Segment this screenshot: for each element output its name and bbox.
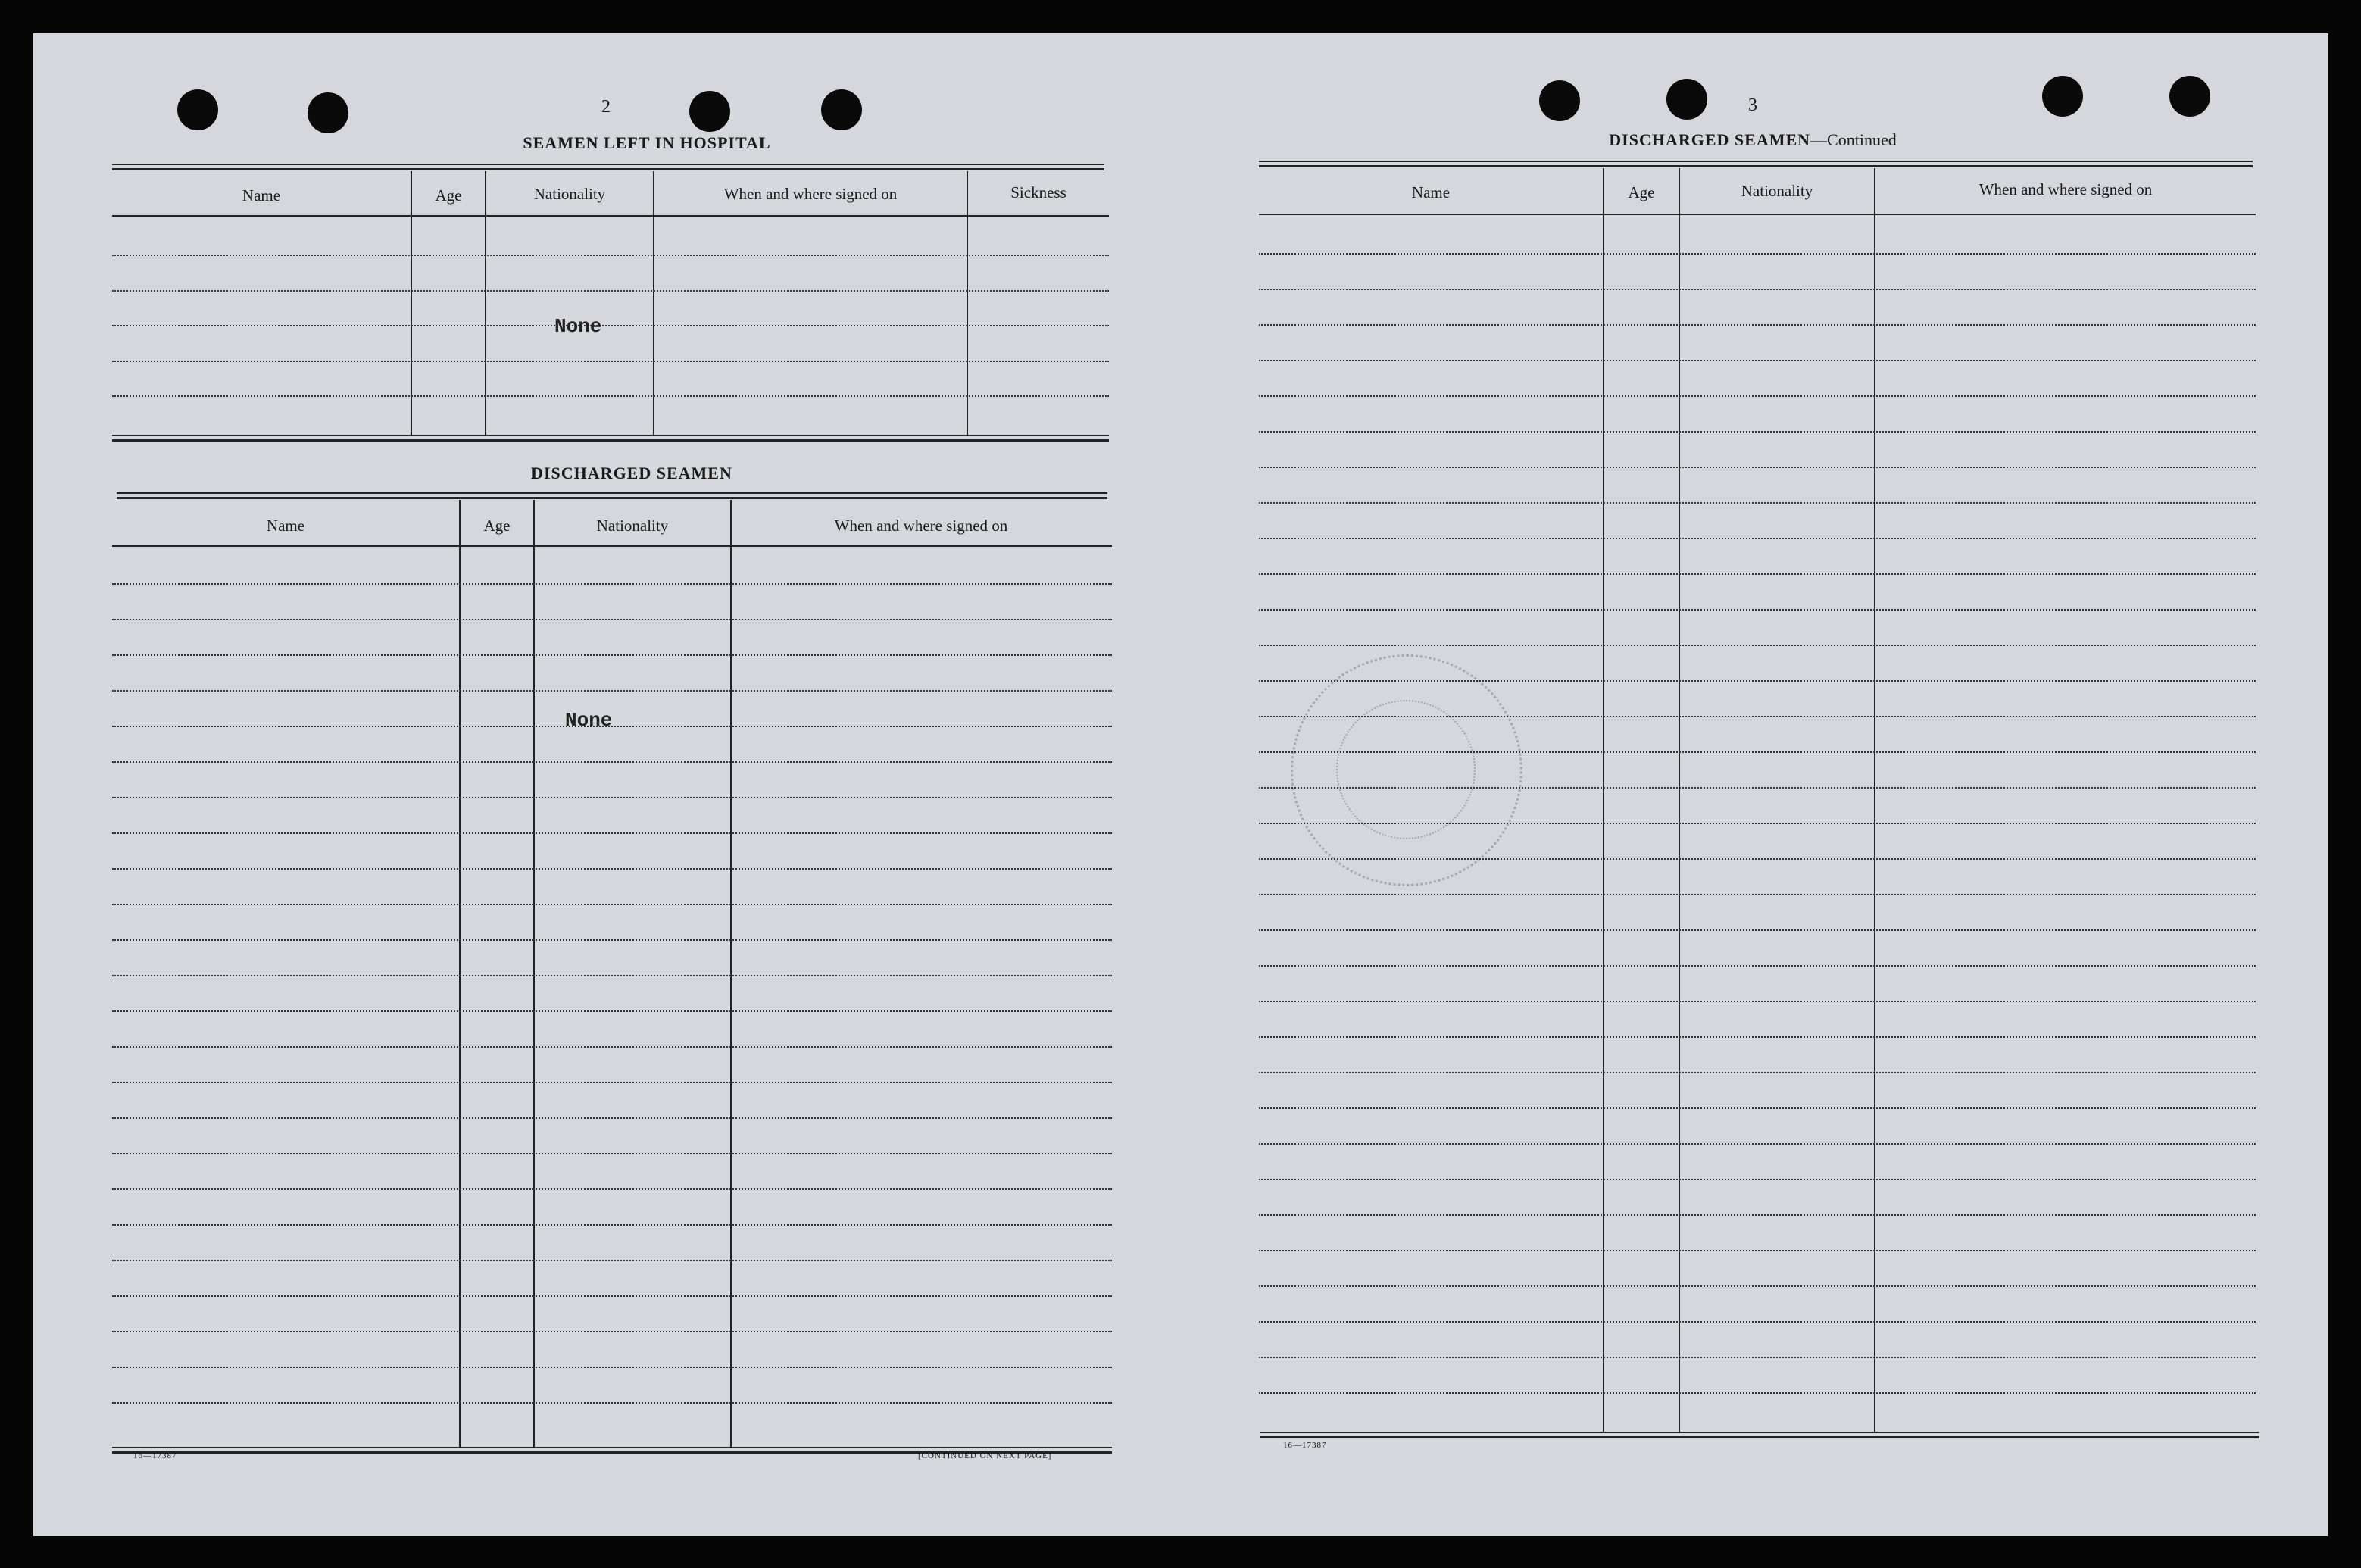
punch-hole (2042, 76, 2083, 117)
ruled-line (1259, 1001, 2256, 1002)
ruled-line (112, 1153, 1112, 1154)
discharged-header-signed-on: When and where signed on (834, 517, 1008, 535)
ruled-line (112, 290, 1109, 292)
ruled-line (1259, 1214, 2256, 1216)
ruled-line (112, 1046, 1112, 1048)
ruled-line (1259, 324, 2256, 326)
ruled-line (1259, 929, 2256, 931)
ruled-line (112, 1082, 1112, 1083)
discharged-title-suffix: —Continued (1810, 130, 1897, 149)
ruled-line (1259, 360, 2256, 361)
punch-hole (177, 89, 218, 130)
ruled-line (1259, 1036, 2256, 1038)
discharged-header-age: Age (483, 517, 511, 535)
ruled-line (1259, 645, 2256, 646)
ruled-line (1259, 467, 2256, 468)
discharged-title-bold: DISCHARGED SEAMEN (1609, 130, 1811, 149)
ruled-line (112, 939, 1112, 941)
ruled-line (112, 1367, 1112, 1368)
document-page (33, 33, 2328, 1536)
punch-hole (1666, 79, 1707, 120)
ruled-line (1259, 609, 2256, 611)
ruled-line (1259, 965, 2256, 967)
punch-hole (1539, 80, 1580, 121)
ruled-line (1259, 573, 2256, 575)
ruled-line (1259, 1107, 2256, 1109)
ruled-line (1259, 1250, 2256, 1251)
ruled-line (112, 1295, 1112, 1297)
ruled-line (112, 325, 1109, 326)
form-number-left: 16—17387 (133, 1451, 177, 1460)
ruled-line (112, 904, 1112, 905)
form-number-right: 16—17387 (1283, 1441, 1327, 1450)
right-header-nationality: Nationality (1741, 182, 1813, 200)
ruled-line (112, 1224, 1112, 1226)
ruled-line (112, 361, 1109, 362)
ruled-line (1259, 1285, 2256, 1287)
hospital-header-name: Name (242, 186, 281, 205)
right-header-age: Age (1628, 183, 1655, 201)
ruled-line (112, 797, 1112, 798)
ruled-line (112, 395, 1109, 397)
ruled-line (112, 832, 1112, 834)
ruled-line (1259, 1143, 2256, 1145)
faded-stamp-inner (1336, 700, 1476, 839)
ruled-line (1259, 1392, 2256, 1394)
ruled-line (1259, 431, 2256, 433)
ruled-line (1259, 1072, 2256, 1073)
ruled-line (1259, 1357, 2256, 1358)
ruled-line (112, 619, 1112, 620)
ruled-line (112, 690, 1112, 692)
hospital-header-nationality: Nationality (533, 185, 606, 203)
ruled-line (1259, 1179, 2256, 1180)
ruled-line (112, 255, 1109, 256)
punch-hole (821, 89, 862, 130)
ruled-line (1259, 253, 2256, 255)
punch-hole (308, 92, 348, 133)
ruled-line (112, 1010, 1112, 1012)
hospital-header-age: Age (435, 186, 462, 205)
page-number-right: 3 (1748, 95, 1757, 115)
right-header-signed-on: When and where signed on (1978, 180, 2153, 198)
hospital-header-signed-on: When and where signed on (723, 185, 898, 203)
ruled-line (1259, 395, 2256, 397)
discharged-header-nationality: Nationality (596, 517, 669, 535)
ruled-line (112, 1402, 1112, 1404)
punch-hole (689, 91, 730, 132)
ruled-line (1259, 538, 2256, 539)
ruled-line (112, 761, 1112, 763)
continued-note: [CONTINUED ON NEXT PAGE] (918, 1451, 1052, 1460)
ruled-line (112, 1117, 1112, 1119)
discharged-header-name: Name (266, 517, 305, 535)
discharged-continued-title (1518, 130, 1988, 150)
ruled-line (112, 1260, 1112, 1261)
discharged-section-title: DISCHARGED SEAMEN (531, 464, 732, 483)
ruled-line (1259, 894, 2256, 895)
ruled-line (112, 1331, 1112, 1332)
punch-hole (2169, 76, 2210, 117)
ruled-line (112, 654, 1112, 656)
right-header-name: Name (1411, 183, 1451, 201)
hospital-entry-none: None (554, 315, 602, 338)
ruled-line (112, 975, 1112, 976)
ruled-line (1259, 502, 2256, 504)
hospital-section-title: SEAMEN LEFT IN HOSPITAL (523, 133, 771, 152)
hospital-header-sickness: Sickness (1010, 183, 1067, 201)
page-number-left: 2 (601, 97, 611, 117)
ruled-line (112, 1188, 1112, 1190)
ruled-line (1259, 289, 2256, 290)
ruled-line (112, 583, 1112, 585)
ruled-line (112, 868, 1112, 870)
discharged-entry-none: None (565, 709, 613, 732)
ruled-line (1259, 1321, 2256, 1323)
